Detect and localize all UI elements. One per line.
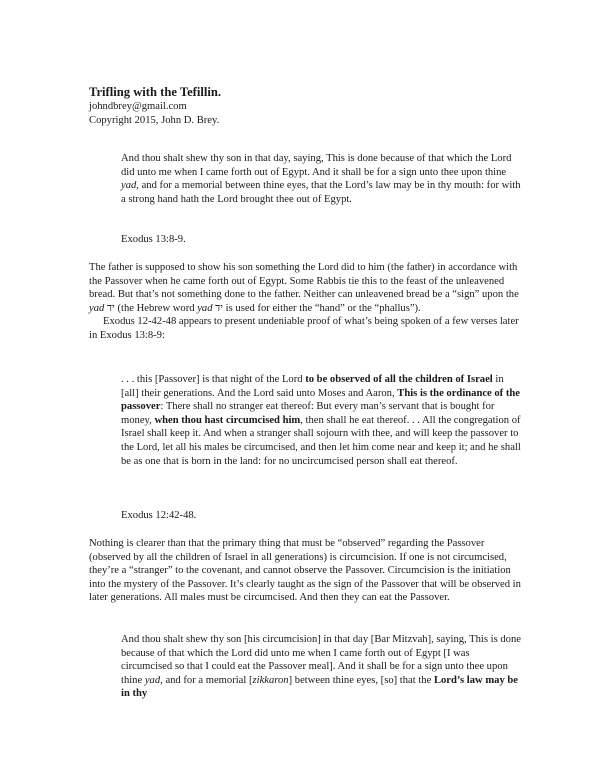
quote-paragraph: And thou shalt shew thy son in that day, saying, This is done because of that which the Lord did unto me when I came forth out of Egypt. And it shall be for a sign unto thee upon thine yad, and for a memorial between thine eyes, that the Lord’s law may be in thy mouth: for with a strong hand hath the Lord brought thee out of Egypt. [121, 153, 521, 205]
quote-exodus-13 [121, 152, 521, 206]
body-paragraph: The father is supposed to show his son something the Lord did to him (the father) in accordance with the Passover when he came forth out of Egypt. Some Rabbis tie this to the feast of the unleavened bread. But that’s not something done to the father. Neither can unleavened bread be a “sign” upon the yad יד (the Hebrew word yad יד is used for either the “hand” or the “phallus”). Exodus 12-42-48 appears to present undeniable proof of what’s being spoken of a few verses later in Exodus 13:8-9: [89, 261, 521, 343]
document-header [89, 84, 519, 127]
quote-paragraph: . . . this [Passover] is that night of the Lord to be observed of all the children of Israel in [all] their generations. And the Lord said unto Moses and Aaron, This is the ordinance of the passover: There shall no stranger eat thereof: But every man’s servant that is bought for money, when thou hast circumcised him, then shall he eat thereof. . . All the congregation of Israel shall keep it. And when a stranger shall sojourn with thee, and will keep the passover to the Lord, let all his males be circumcised, and then let him come near and keep it; and he shall be as one that is born in the land: for no uncircumcised person shall eat thereof. [121, 374, 521, 467]
copyright-line: Copyright 2015, John D. Brey. [89, 114, 220, 126]
author-email: johndbrey@gmail.com [89, 101, 187, 112]
body-paragraph: Nothing is clearer than that the primary thing that must be “observed” regarding the Passover (observed by all the children of Israel in all generations) is circumcision. If one is not circumcised, they’re a “stranger” to the covenant, and cannot observe the Passover. Circumcision is the initiation into the mystery of the Passover. It’s clearly taught as the sign of the Passover that will be observed in later generations. All males must be circumcised. And then they can eat the Passover. [89, 538, 521, 604]
quote-exodus-12 [121, 373, 521, 468]
quote-paragraph: And thou shalt shew thy son [his circumcision] in that day [Bar Mitzvah], saying, This is done because of that which the Lord did unto me when I came forth out of Egypt [I was circumcised so that I could eat the Passover meal]. And it shall be for a sign unto thee upon thine yad, and for a memorial [zikkaron] between thine eyes, [so] that the Lord’s law may be in thy [121, 634, 521, 700]
body-paragraph-indented: Exodus 12-42-48 appears to present undeniable proof of what’s being spoken of a few verses later in Exodus 13:8-9: [89, 316, 519, 341]
quote-exodus-13-annotated [121, 633, 521, 701]
quote-reference: Exodus 13:8-9. [121, 234, 186, 245]
document-title: Trifling with the Tefillin. [89, 85, 222, 99]
quote-reference: Exodus 12:42-48. [121, 510, 197, 521]
